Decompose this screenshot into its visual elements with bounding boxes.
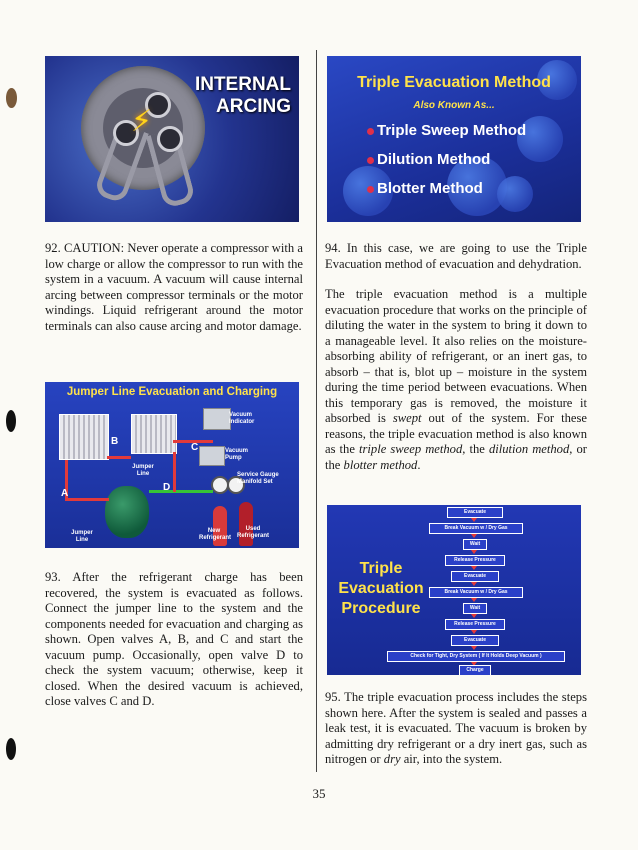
procedure-step: Evacuate — [451, 571, 499, 582]
jumper-line-label: Jumper Line — [71, 530, 93, 543]
method-list-item: Triple Sweep Method — [367, 122, 526, 139]
arrow-down-icon — [471, 646, 477, 650]
vacuum-pump-label: Vacuum Pump — [225, 448, 249, 461]
new-refrigerant-label: New Refrigerant — [199, 528, 232, 541]
procedure-step: Wait — [463, 539, 487, 550]
procedure-step: Charge — [459, 665, 491, 675]
arrow-down-icon — [471, 550, 477, 554]
internal-arcing-slide — [45, 56, 299, 222]
procedure-step: Break Vacuum w / Dry Gas — [429, 523, 523, 534]
arrow-down-icon — [471, 614, 477, 618]
triple-evacuation-procedure-slide — [327, 505, 581, 675]
valve-label: D — [163, 482, 171, 493]
column-divider — [316, 50, 317, 772]
paragraph-92: 92. CAUTION: Never operate a compressor with a low charge or allow the compressor to run with the system in a vacuum. A vacuum will cause internal arcing between compressor terminals or the motor windings. Liquid refrigerant around the motor terminals can also cause arcing and motor damage. — [45, 241, 303, 333]
slide-title: Triple Evacuation Method — [357, 74, 551, 91]
procedure-step: Release Pressure — [445, 555, 505, 566]
slide-title: Jumper Line Evacuation and Charging — [66, 386, 278, 398]
valve-label: A — [61, 488, 69, 499]
bullet-icon — [367, 128, 374, 135]
arrow-down-icon — [471, 534, 477, 538]
procedure-step: Break Vacuum w / Dry Gas — [429, 587, 523, 598]
arrow-down-icon — [471, 518, 477, 522]
triple-evacuation-method-slide — [327, 56, 581, 222]
method-list-item: Dilution Method — [367, 151, 490, 168]
lightning-bolt-icon: ⚡ — [131, 104, 153, 139]
arrow-down-icon — [471, 598, 477, 602]
procedure-step: Check for Tight, Dry System ( If It Holds Deep Vacuum ) — [387, 651, 565, 662]
binder-hole — [6, 410, 16, 432]
procedure-step: Evacuate — [447, 507, 503, 518]
valve-label: B — [111, 436, 119, 447]
bullet-icon — [367, 157, 374, 164]
vacuum-indicator — [203, 408, 231, 430]
compressor — [105, 486, 149, 538]
procedure-step: Release Pressure — [445, 619, 505, 630]
used-refrigerant-label: Used Refrigerant — [236, 526, 269, 539]
service-gauge-label: Service Gauge Manifold Set — [237, 472, 279, 485]
method-list-item: Blotter Method — [367, 180, 483, 197]
slide-title: INTERNAL ARCING — [194, 74, 291, 117]
arrow-down-icon — [471, 630, 477, 634]
procedure-step: Wait — [463, 603, 487, 614]
binder-hole — [6, 88, 17, 108]
paragraph-94-continued: The triple evacuation method is a multiple evacuation procedure that works on the principle of diluting the water in the system to bring it down to a manageable level. It also relies on the moisture-absorbing ability of refrigerant, or an inert gas, to absorb – that is, blot up – moisture in the system during the time period between evacuations. When this temporary gas is removed, the moisture it absorbed is swept out of the system. For these reasons, the triple evacuation method is also known as the triple sweep method, the dilution method, or the blotter method. — [325, 287, 587, 472]
paragraph-93: 93. After the refrigerant charge has been recovered, the system is evacuated as follows. Connect the jumper line to the system and the components needed for evacuation and charging as shown. Open valves A, B, and C and start the vacuum pump. Occasionally, open valve D to check the system vacuum; otherwise, keep it closed. When the desired vacuum is achieved, close valves C and D. — [45, 570, 303, 708]
paragraph-94: 94. In this case, we are going to use the Triple Evacuation method of evacuation and dehydration. — [325, 241, 587, 271]
jumper-line-label: Jumper Line — [132, 464, 154, 477]
jumper-line-slide — [45, 382, 299, 548]
vacuum-pump — [199, 446, 225, 466]
evaporator-coil — [131, 414, 177, 454]
bullet-icon — [367, 186, 374, 193]
valve-label: C — [191, 442, 199, 453]
page-number: 35 — [312, 786, 326, 801]
terminal — [157, 126, 183, 152]
arrow-down-icon — [471, 582, 477, 586]
condenser-coil — [59, 414, 109, 460]
procedure-step: Evacuate — [451, 635, 499, 646]
paragraph-95: 95. The triple evacuation process includes the steps shown here. After the system is sealed and passes a leak test, it is evacuated. The vacuum is broken by admitting dry refrigerant or a dry inert gas, such as nitrogen or dry air, into the system. — [325, 690, 587, 766]
arrow-down-icon — [471, 566, 477, 570]
slide-title: Triple Evacuation Procedure — [338, 560, 424, 617]
binder-hole — [6, 738, 16, 760]
vacuum-indicator-label: Vacuum Indicator — [229, 412, 255, 425]
slide-subtitle: Also Known As... — [413, 100, 495, 111]
